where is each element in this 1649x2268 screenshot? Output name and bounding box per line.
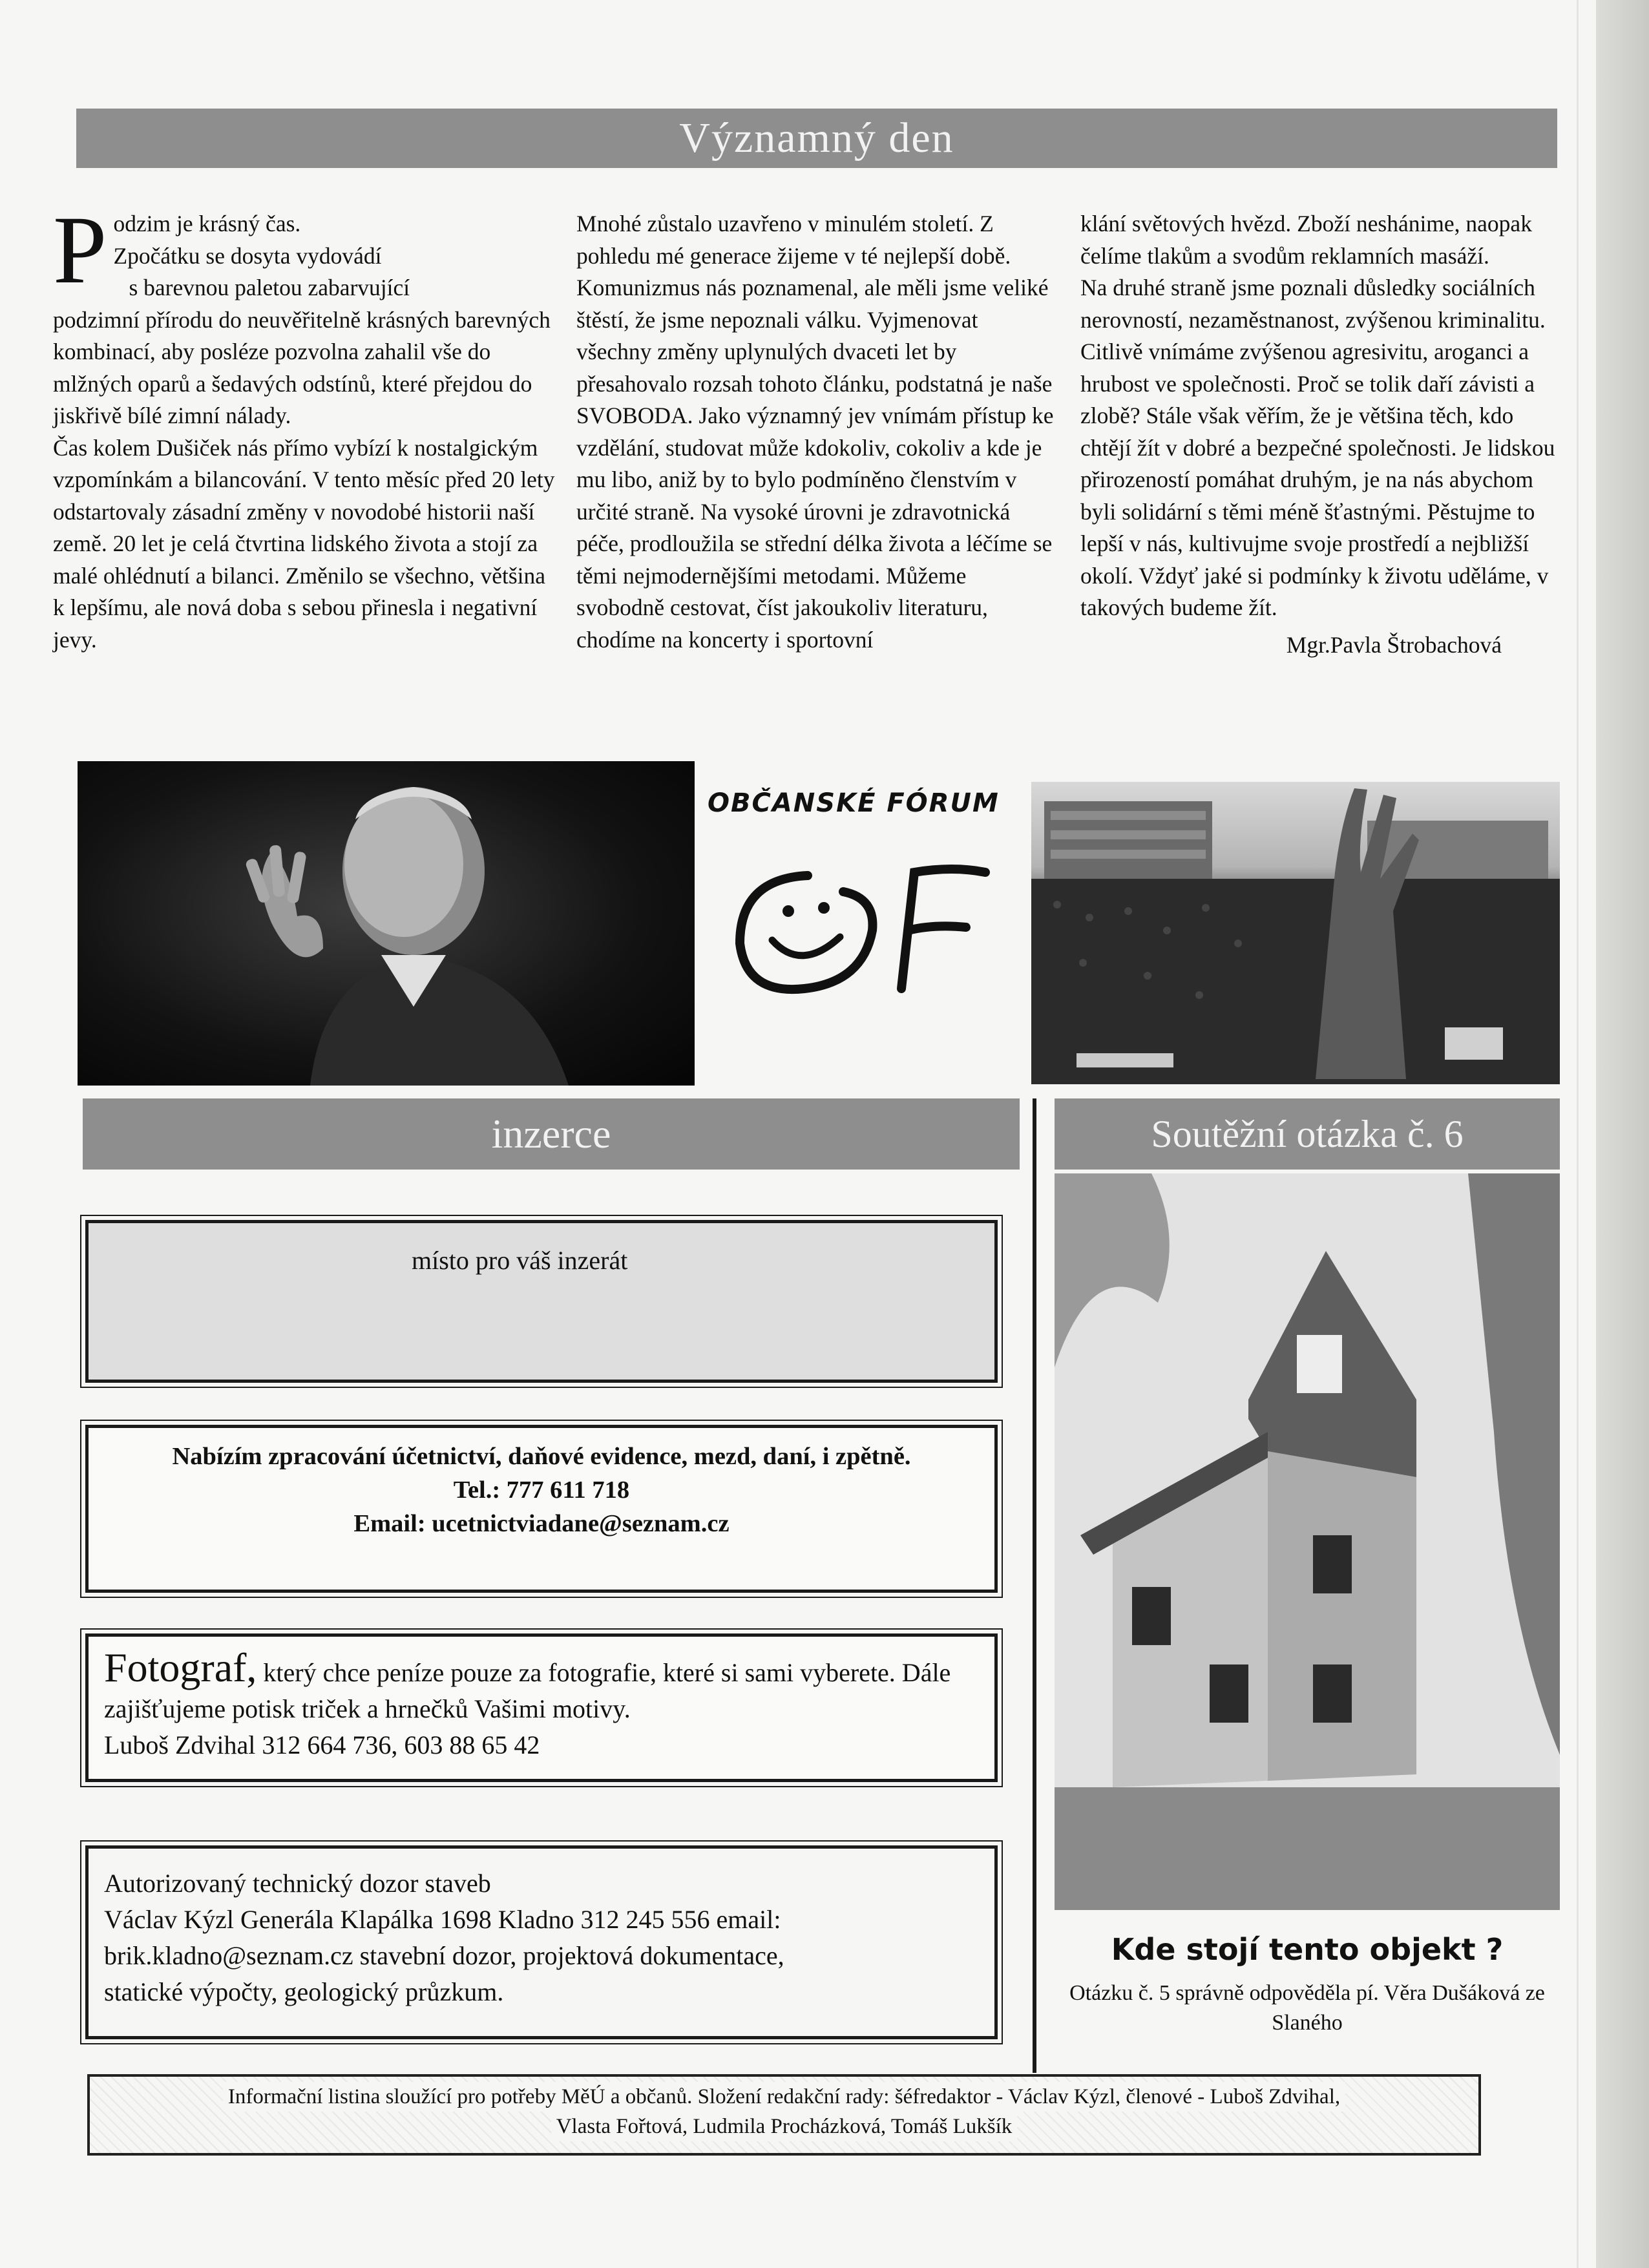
article-paragraph: klání světových hvězd. Zboží neshánime, naopak čelíme tlakům a svodům reklamních masáží. xyxy=(1080,211,1532,269)
ad-construction-line: Václav Kýzl Generála Klapálka 1698 Kladno 312 245 556 email: xyxy=(104,1905,781,1934)
article-paragraph: Mnohé zůstalo uzavřeno v minulém století. Z pohledu mé generace žijeme v té nejlepší době. Komunizmus nás poznamenal, ale měli jsme veliké štěstí, že jsme nepoznali válku. Vyjmenovat všechny změny uplynulých dvaceti let by přesahovalo rozsah tohoto článku, podstatná je naše SVOBODA. Jako významný jev vnímám přístup ke vzdělání, studovat může kdokoliv, cokoliv a kde je mu libo, aniž by to bylo podmíněno členstvím v určité straně. Na vysoké úrovni je zdravotnická péče, prodloužila se střední délka života a léčíme se těmi nejmodernějšími metodami. Můžeme svobodně cestovat, číst jakoukoliv literaturu, chodíme na koncerty i sportovní xyxy=(576,211,1054,653)
ad-accounting xyxy=(85,1425,998,1593)
drop-cap: P xyxy=(53,196,107,304)
author-signature: Mgr.Pavla Štrobachová xyxy=(1286,631,1502,658)
photo-speaker xyxy=(78,761,695,1086)
article-paragraph: Na druhé straně jsme poznali důsledky sociálních nerovností, nezaměstnanost, zvýšenou kriminalitu. Citlivě vnímáme zvýšenou agresivitu, aroganci a hrubost ve společnosti. Proč se tolik daří závisti a zlobě? Stále však věřím, že je většina těch, kdo chtějí žít v dobré a bezpečné společnosti. Je lidskou přirozeností pomáhat druhým, je na nás abychom byli solidární s těmi méně šťastnými. Pěstujme to lepší v nás, kultivujme svoje prostředí a nejbližší okolí. Vždyť jaké si podmínky k životu uděláme, v takových budeme žít. xyxy=(1080,275,1555,620)
section-title: Významný den xyxy=(679,114,954,162)
article-text: odzim je krásný čas. xyxy=(113,211,301,236)
ad-construction-line: statické výpočty, geologický průzkum. xyxy=(104,1977,504,2006)
article-column-1 xyxy=(53,196,557,656)
photo-demonstration-crowd xyxy=(1031,782,1560,1084)
ad-placeholder xyxy=(85,1220,998,1383)
building-image xyxy=(1055,1173,1560,1910)
section-header-inzerce xyxy=(83,1098,1020,1170)
photo-building xyxy=(1055,1173,1560,1910)
article-paragraph: Čas kolem Dušiček nás přímo vybízí k nostalgickým vzpomínkám a bilancování. V tento měsíc před 20 lety odstartovaly zásadní změny v novodobé historii naší země. 20 let je celá čtvrtina lidského života a stojí za malé ohlédnutí a bilanci. Změnilo se všechno, většina k lepšímu, ale nová doba s sebou přinesla i negativní jevy. xyxy=(53,434,555,653)
section-header-vyznamny-den xyxy=(76,109,1557,168)
footer-line: Vlasta Fořtová, Ludmila Procházková, Tomáš Lukšík xyxy=(551,2112,1018,2141)
photo-speaker-image xyxy=(78,761,695,1086)
ad-photographer-title: Fotograf, xyxy=(104,1644,257,1690)
ad-accounting-phone: Tel.: 777 611 718 xyxy=(453,1476,630,1504)
ad-placeholder-text: místo pro váš inzerát xyxy=(412,1246,628,1275)
section-header-soutez xyxy=(1055,1098,1560,1170)
contest-answer: Otázku č. 5 správně odpověděla pí. Věra Dušáková ze Slaného xyxy=(1069,1981,1545,2035)
ad-photographer xyxy=(85,1633,998,1782)
smiley-logo-icon xyxy=(695,775,1031,1047)
ad-construction-line: brik.kladno@seznam.cz stavební dozor, projektová dokumentace, xyxy=(104,1941,784,1970)
section-title: inzerce xyxy=(491,1111,611,1157)
ad-accounting-text: Nabízím zpracování účetnictví, daňové evidence, mezd, daní, i zpětně. xyxy=(172,1443,911,1470)
article-column-3 xyxy=(1080,208,1564,661)
logo-title: OBČANSKÉ FÓRUM xyxy=(708,788,1000,818)
article-text: Zpočátku se dosyta vydovádí xyxy=(113,242,382,269)
page-edge xyxy=(1596,0,1649,2268)
article-text: podzimní přírodu do neuvěřitelně krásných barevných kombinací, aby posléze pozvolna zahalil vše do mlžných oparů a šedavých odstínů, které přejdou do jiskřivě bílé zimní nálady. xyxy=(53,306,551,428)
ad-accounting-email: Email: ucetnictviadane@seznam.cz xyxy=(353,1510,730,1537)
vertical-divider xyxy=(1033,1098,1036,2073)
crowd-image xyxy=(1031,782,1560,1084)
ad-construction-line: Autorizovaný technický dozor staveb xyxy=(104,1869,491,1898)
editorial-footer xyxy=(87,2074,1481,2156)
ad-construction xyxy=(85,1845,998,2039)
article-text: s barevnou paletou zabarvující xyxy=(129,275,410,300)
ad-photographer-contact: Luboš Zdvihal 312 664 736, 603 88 65 42 xyxy=(104,1730,540,1759)
footer-line: Informační listina sloužící pro potřeby MěÚ a občanů. Složení redakční rady: šéfredaktor - Václav Kýzl, členové - Luboš Zdvihal, xyxy=(223,2082,1345,2112)
section-title: Soutěžní otázka č. 6 xyxy=(1151,1113,1464,1155)
page-edge-line xyxy=(1577,0,1579,2268)
ad-photographer-text: který chce peníze pouze za fotografie, které si sami vyberete. Dále zajišťujeme potisk triček a hrnečků Vašimi motivy. xyxy=(104,1658,951,1723)
obcanske-forum-logo xyxy=(695,775,1031,1047)
contest-question: Kde stojí tento objekt ? xyxy=(1111,1932,1504,1967)
article-column-2 xyxy=(576,208,1055,656)
